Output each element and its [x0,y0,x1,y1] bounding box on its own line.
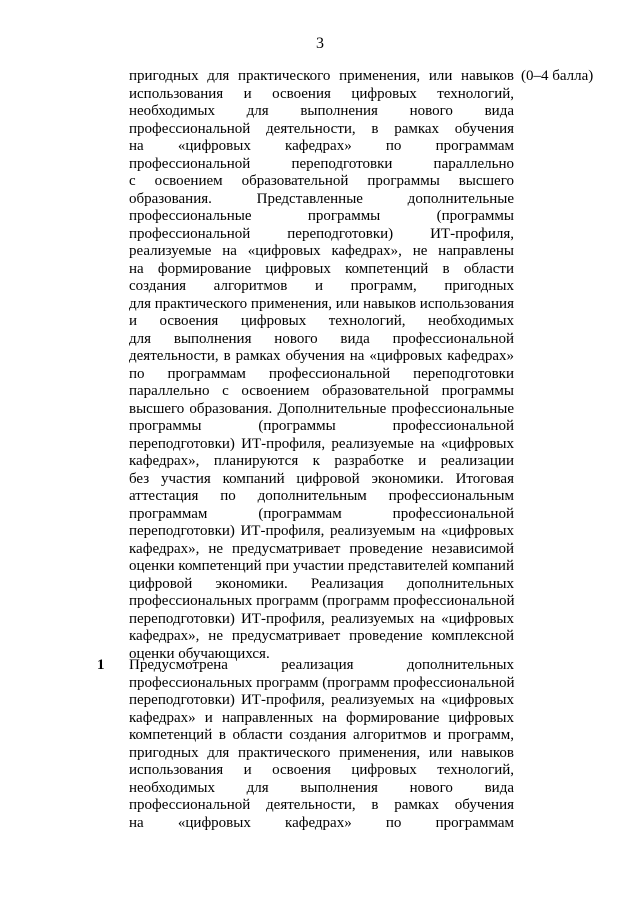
text-line: необходимых для выполнения нового вида [129,103,514,119]
criterion-level-1-text [129,657,514,832]
text-line: кафедрах», не предусматривает проведение независимой [129,540,514,557]
text-line: профессиональных программ (программ профессиональной [129,674,515,691]
text-line: профессиональной переподготовки параллельно [129,155,514,172]
text-line: профессиональные программы (программы [129,208,514,224]
text-line: профессиональной переподготовки) ИТ-профиля, [129,225,514,242]
text-line: оценки компетенций при участии представителей компаний [129,558,514,574]
text-line: параллельно с освоением образовательной программы [129,383,514,399]
text-line: высшего образования. Дополнительные профессиональные [129,400,514,417]
text-line: для выполнения нового вида профессиональной [129,330,514,347]
text-line: профессиональной деятельности, в рамках обучения [129,797,514,813]
text-line: пригодных для практического применения, или навыков [129,744,514,761]
text-line: программам (программам профессиональной [129,505,514,522]
text-line: для практического применения, или навыков использования [129,295,514,312]
page-number: 3 [316,35,324,52]
text-line: профессиональной деятельности, в рамках обучения [129,120,514,137]
text-line: программы (программы профессиональной [129,418,514,434]
text-line: по программам профессиональной переподготовки [129,365,514,382]
text-line: необходимых для выполнения нового вида [129,779,514,796]
text-line: кафедрах» и направленных на формирование цифровых [129,709,514,726]
text-line: кафедрах», планируются к разработке и реализации [129,453,514,469]
text-line: деятельности, в рамках обучения на «цифровых кафедрах» [129,348,514,364]
text-line: использования и освоения цифровых технологий, [129,762,514,778]
text-line: Предусмотрена реализация дополнительных [129,657,514,673]
text-line: создания алгоритмов и программ, пригодных [129,278,514,294]
text-line: на формирование цифровых компетенций в области [129,260,514,277]
text-line: на «цифровых кафедрах» по программам [129,814,514,831]
text-line: образования. Представленные дополнительные [129,190,514,207]
text-line: и освоения цифровых технологий, необходимых [129,313,514,329]
text-line: пригодных для практического применения, или навыков [129,68,514,84]
criterion-description-text [129,68,514,663]
text-line: кафедрах», не предусматривает проведение комплексной [129,628,514,644]
text-line: аттестация по дополнительным профессиональным [129,488,514,504]
text-line: компетенций в области создания алгоритмов и программ, [129,727,514,743]
text-line: переподготовки) ИТ-профиля, реализуемым на «цифровых [129,523,514,539]
text-line: без участия компаний цифровой экономики. Итоговая [129,470,514,487]
text-line: оценки обучающихся. [129,645,270,662]
text-line: переподготовки) ИТ-профиля, реализуемых на «цифровых [129,610,514,627]
text-line: на «цифровых кафедрах» по программам [129,138,514,154]
score-range: (0–4 балла) [521,68,594,84]
text-line: использования и освоения цифровых технологий, [129,85,514,102]
text-line: цифровой экономики. Реализация дополнительных [129,575,514,592]
text-line: с освоением образовательной программы высшего [129,173,514,189]
text-line: переподготовки) ИТ-профиля, реализуемых на «цифровых [129,692,514,708]
row-number: 1 [97,657,105,673]
text-line: реализуемые на «цифровых кафедрах», не направлены [129,243,514,259]
text-line: профессиональных программ (программ профессиональной [129,593,515,609]
text-line: переподготовки) ИТ-профиля, реализуемые на «цифровых [129,435,514,452]
